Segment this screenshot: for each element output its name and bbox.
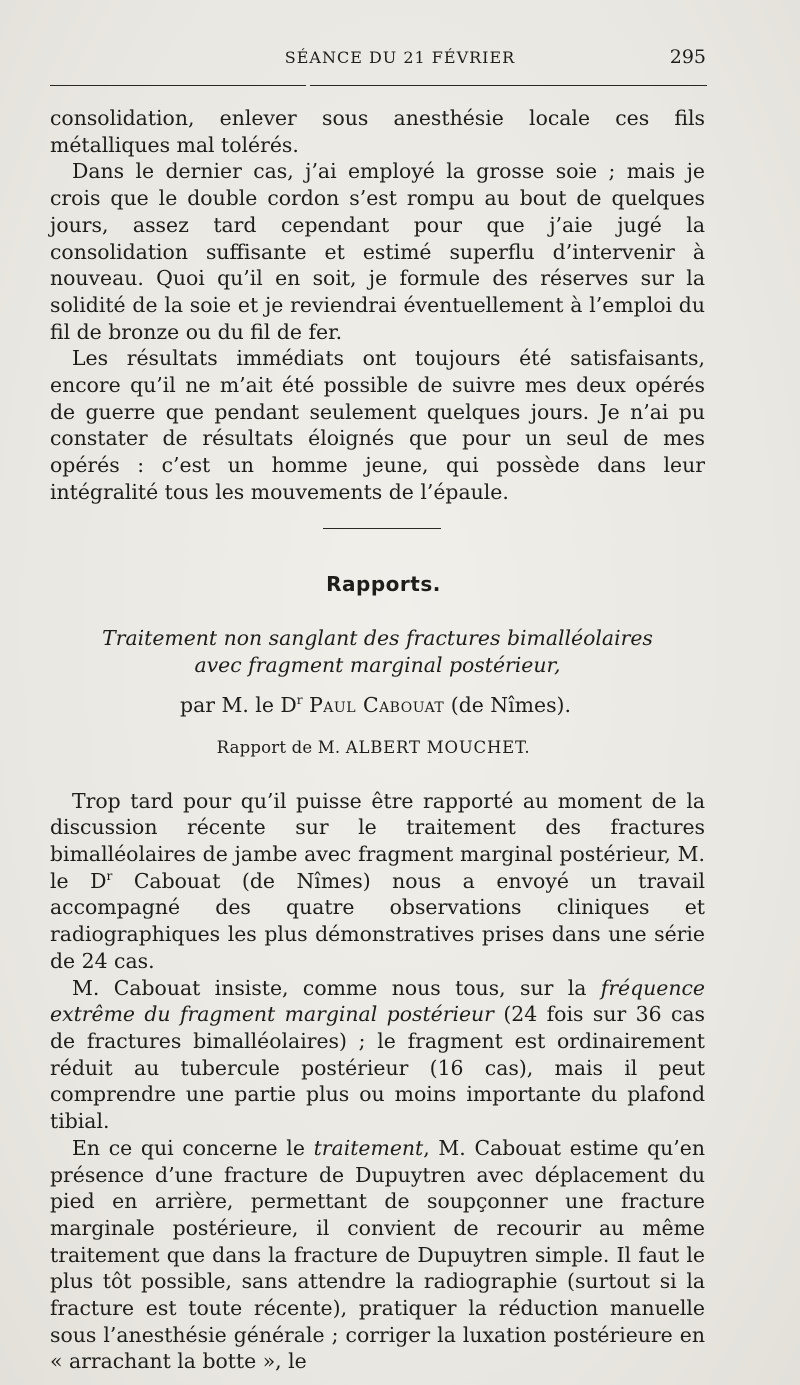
paragraph-report-intro [50, 788, 705, 975]
paragraph-continued: consolidation, enlever sous anesthésie locale ces fils métalliques mal tolérés. [50, 106, 705, 157]
p1-sup: r [106, 868, 113, 883]
article-byline [48, 692, 703, 719]
byline-prefix: par M. le D [180, 693, 297, 718]
section-divider [323, 528, 441, 529]
report-attribution [46, 735, 701, 762]
p2-text-b: (24 fois sur 36 cas de fractures bimalléolaires) ; le fragment est ordinairement réduit au tubercule postérieur (16 cas), mais il peut comprendre une partie plus ou moins importante du plafond tibial. [50, 1002, 705, 1134]
p2-emphasis: fréquence extrême du fragment marginal postérieur [50, 975, 705, 1027]
p1-text-a: Trop tard pour qu’il puisse être rapporté au moment de la discussion récente sur le traitement des fractures bimalléolaires de jambe avec fragment marginal postérieur, M. le D [50, 788, 705, 893]
page-body [50, 105, 705, 1375]
paragraph-frequency [50, 975, 705, 1135]
running-title: SÉANCE DU 21 FÉVRIER [284, 48, 516, 67]
byline-sup: r [296, 693, 303, 708]
running-head [0, 48, 800, 72]
article-title-line-1: Traitement non sanglant des fractures bimalléolaires [102, 626, 653, 651]
byline-suffix: (de Nîmes). [444, 693, 571, 718]
section-heading: Rapports. [326, 571, 441, 596]
p3-text-b: , M. Cabouat estime qu’en présence d’une fracture de Dupuytren avec déplacement du pied en arrière, permettant de soupçonner une fracture marginale postérieure, il convient de recourir au même traitement que dans la fracture de Dupuytren simple. Il faut le plus tôt possible, sans attendre la radiographie (surtout si la fracture est toute récente), pratiquer la réduction manuelle sous l’anesthésie générale ; corriger la luxation postérieure en « arrachant la botte », le [50, 1135, 705, 1374]
p2-text-a: M. Cabouat insiste, comme nous tous, sur la [72, 975, 601, 1000]
reporter-name: ALBERT MOUCHET. [345, 737, 531, 757]
reporter-prefix: Rapport de M. [216, 737, 346, 757]
p3-text-a: En ce qui concerne le [72, 1135, 314, 1160]
page-number: 295 [669, 46, 706, 68]
article-title [50, 625, 705, 679]
p1-text-b: Cabouat (de Nîmes) nous a envoyé un travail accompagné des quatre observations cliniques et radiographiques les plus démonstratives prises dans une série de 24 cas. [50, 868, 706, 973]
byline-author: Paul Cabouat [309, 693, 445, 718]
p3-emphasis: traitement [313, 1135, 424, 1160]
paragraph-treatment [50, 1135, 705, 1375]
header-rule-left [50, 85, 306, 86]
paragraph-results: Les résultats immédiats ont toujours été satisfaisants, encore qu’il ne m’ait été possible de suivre mes deux opérés de guerre que pendant seulement quelques jours. Je n’ai pu constater de résultats éloignés que pour un seul de mes opérés : c’est un homme jeune, qui possède dans leur intégralité tous les mouvements de l’épaule. [50, 346, 705, 504]
paragraph-silk-suture: Dans le dernier cas, j’ai employé la grosse soie ; mais je crois que le double cordon s’est rompu au bout de quelques jours, assez tard cependant pour que j’aie jugé la consolidation suffisante et estimé superflu d’intervenir à nouveau. Quoi qu’il en soit, je formule des réserves sur la solidité de la soie et je reviendrai éventuellement à l’emploi du fil de bronze ou du fil de fer. [50, 159, 705, 344]
article-title-line-2: avec fragment marginal postérieur, [194, 653, 561, 678]
header-rule-right [310, 85, 707, 86]
